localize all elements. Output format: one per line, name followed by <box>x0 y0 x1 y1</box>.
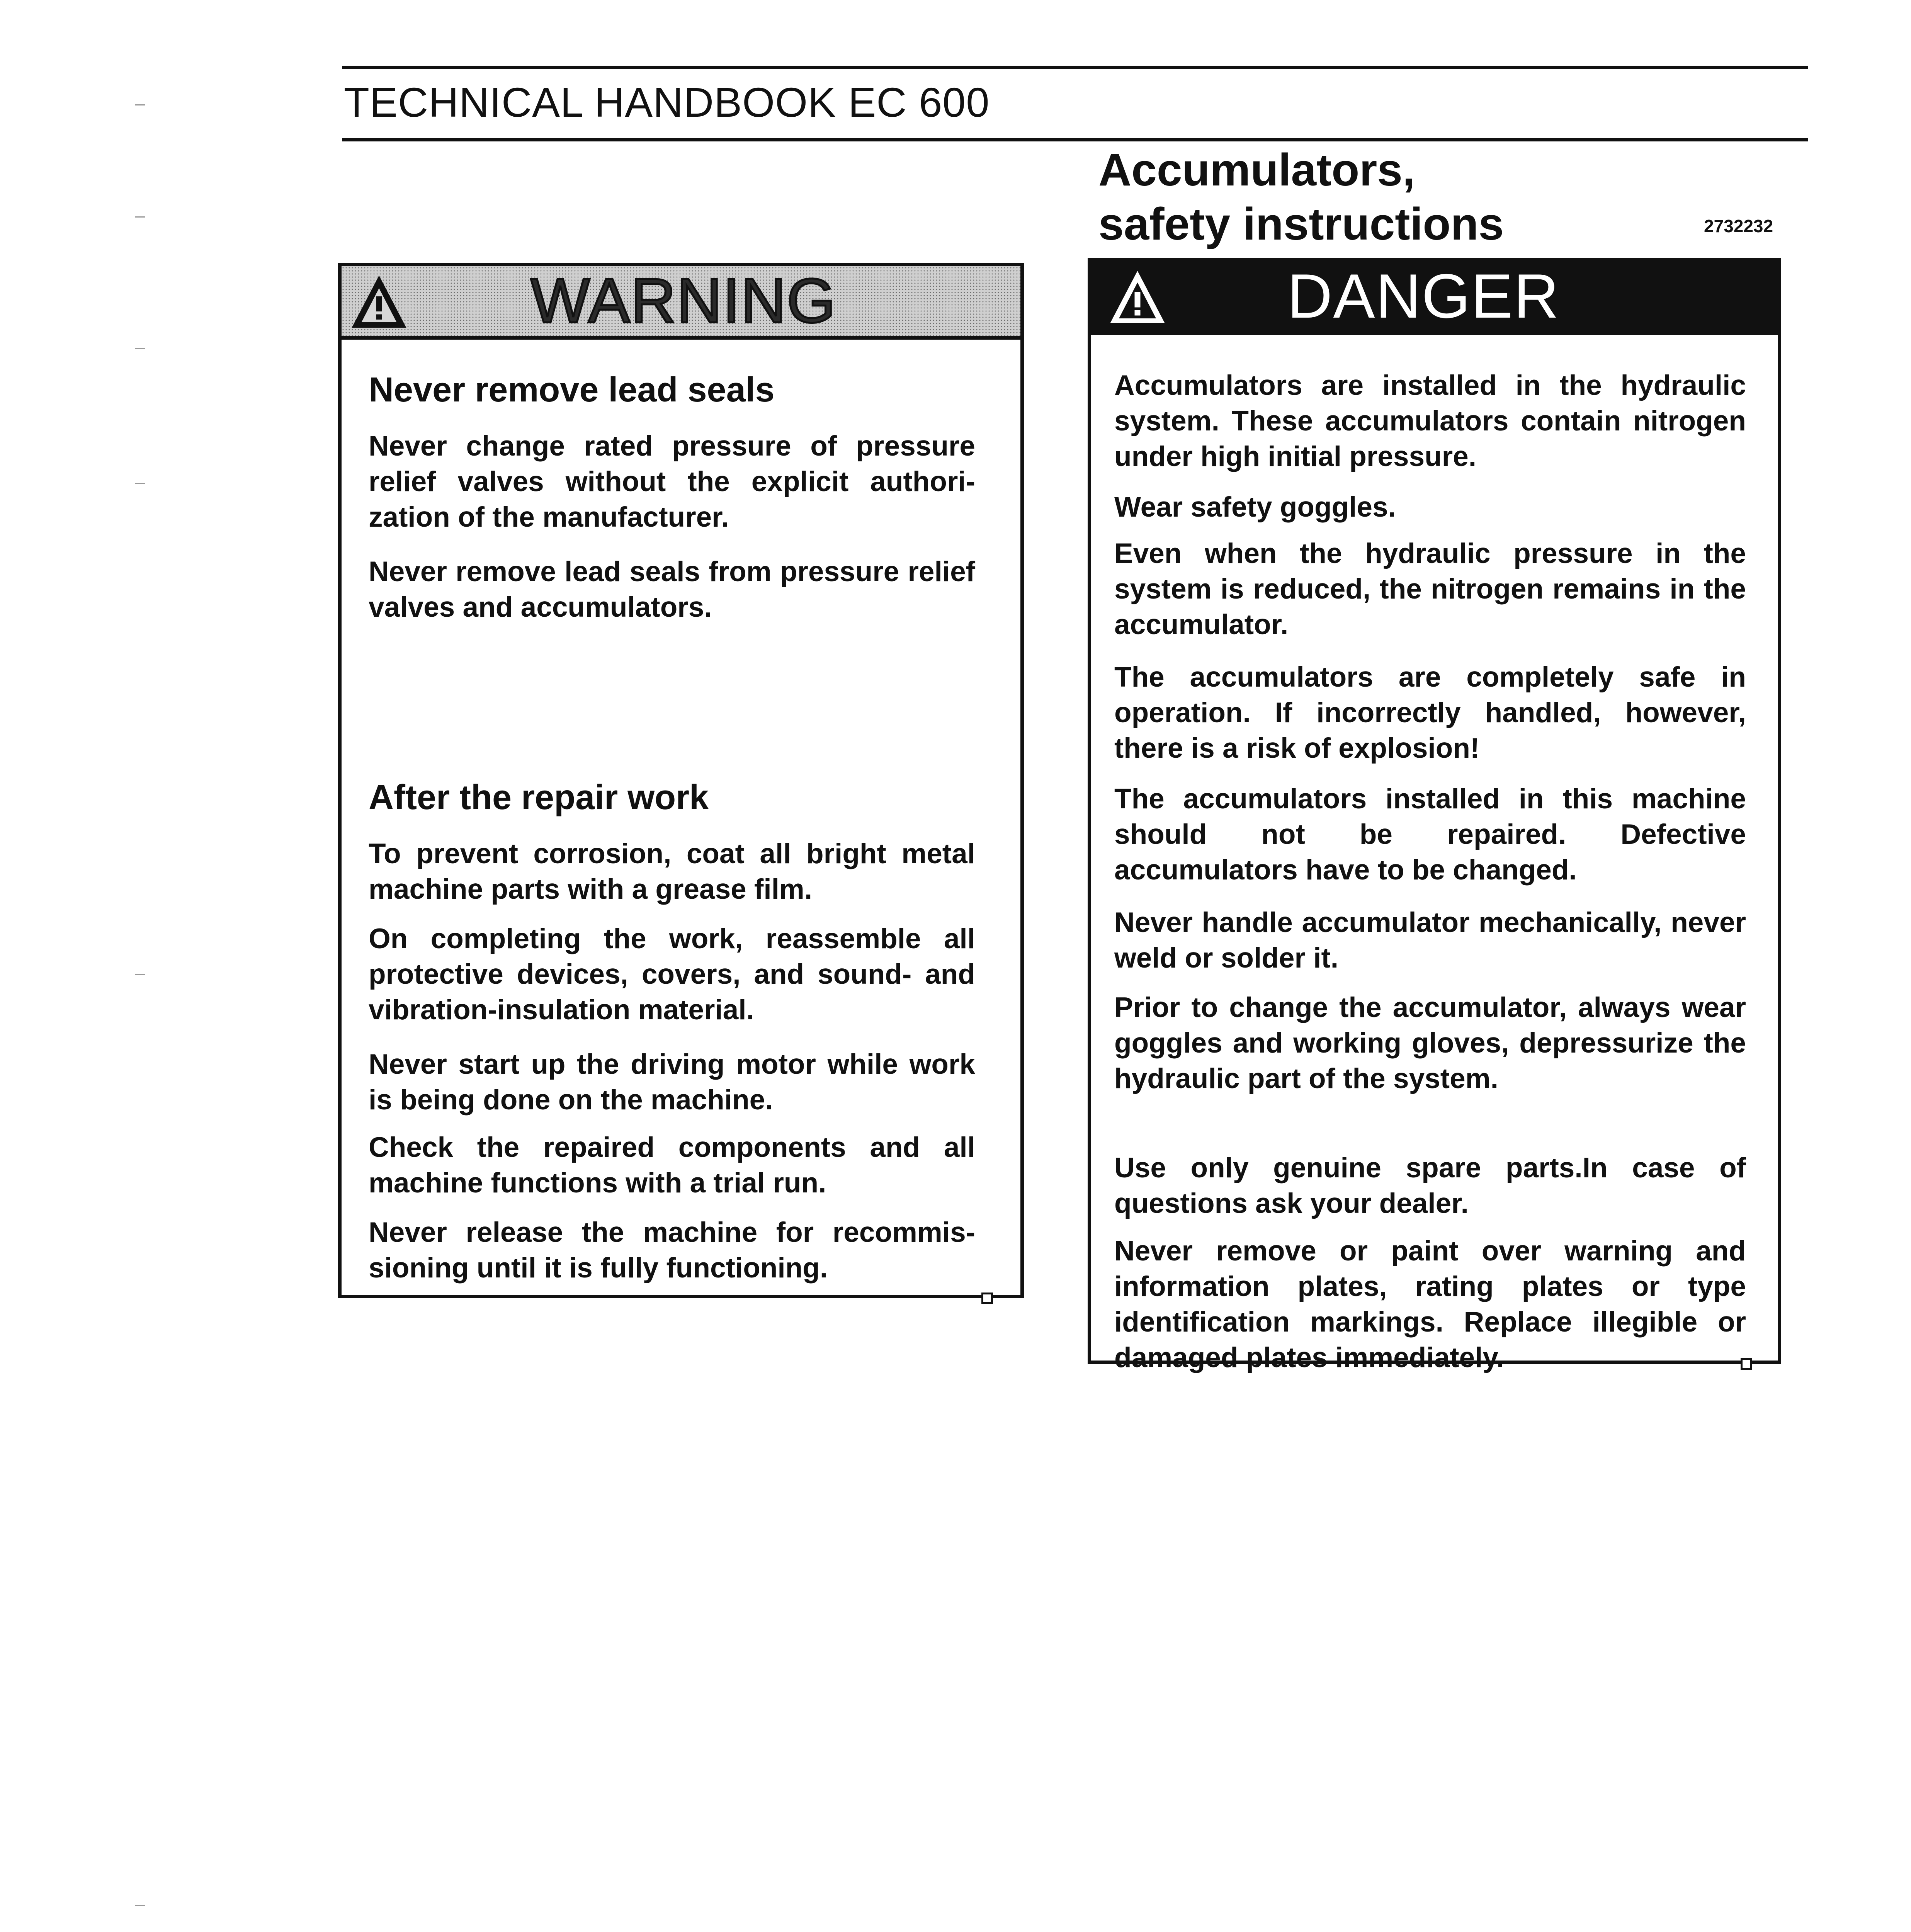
header-top-rule <box>342 66 1808 69</box>
danger-paragraph: The accumulators are completely safe in operation. If incorrectly handled, however, there is a risk of explosion! <box>1114 662 1746 764</box>
scan-artifact <box>135 348 145 349</box>
scan-artifact <box>135 483 145 484</box>
section-title-line-2: safety instructions <box>1098 199 1504 250</box>
warning-label: WARNING <box>530 266 836 336</box>
warning-paragraph: To prevent corrosion, coat all bright metal machine parts with a grease film. <box>369 838 975 905</box>
danger-label: DANGER <box>1287 261 1560 331</box>
warning-paragraph: Never change rated pressure of pressure relief valves without the explicit authorization of the manufacturer. <box>369 430 975 533</box>
warning-triangle-icon <box>1109 269 1166 327</box>
danger-body <box>1091 335 1778 1373</box>
scan-artifact <box>135 104 145 105</box>
section-title-line-1: Accumulators, <box>1098 145 1415 196</box>
warning-paragraph: Never remove lead seals from pressure relief valves and accumulators. <box>369 556 975 623</box>
section-title <box>1098 143 1504 251</box>
danger-paragraph: Wear safety goggles. <box>1114 492 1396 523</box>
warning-header <box>342 266 1020 340</box>
danger-paragraph: The accumulators installed in this machine should not be repaired. Defective accumulators have to be changed. <box>1114 783 1746 886</box>
document-code: 2732232 <box>1704 216 1773 236</box>
handbook-title: TECHNICAL HANDBOOK EC 600 <box>344 79 990 126</box>
warning-paragraph: Check the repaired components and all machine functions with a trial run. <box>369 1132 975 1199</box>
warning-paragraph: Never release the machine for recommissioning until it is fully functioning. <box>369 1217 975 1284</box>
scan-artifact <box>135 1905 145 1906</box>
danger-paragraph: Never handle accumulator mechanically, never weld or solder it. <box>1114 907 1746 974</box>
header-bottom-rule <box>342 138 1808 141</box>
danger-paragraph: Accumulators are installed in the hydraulic system. These accumulators contain nitrogen under high initial pressure. <box>1114 370 1746 472</box>
warning-paragraph: On completing the work, reassemble all protective devices, covers, and sound- and vibration-insulation material. <box>369 923 975 1026</box>
warning-body <box>342 340 1020 1295</box>
warning-subheading-lead-seals: Never remove lead seals <box>369 371 775 409</box>
danger-paragraph: Never remove or paint over warning and information plates, rating plates or type identification markings. Replace illegible or damaged plates immediately. <box>1114 1235 1746 1373</box>
danger-paragraph: Use only genuine spare parts.In case of questions ask your dealer. <box>1114 1152 1746 1219</box>
end-of-section-mark <box>1741 1358 1752 1370</box>
scan-artifact <box>135 974 145 975</box>
danger-box <box>1088 258 1781 1373</box>
warning-subheading-after-repair: After the repair work <box>369 778 709 817</box>
scan-artifact <box>135 216 145 218</box>
danger-header <box>1091 262 1778 335</box>
danger-paragraph: Even when the hydraulic pressure in the system is reduced, the nitrogen remains in the accumulator. <box>1114 538 1746 640</box>
end-of-section-mark <box>981 1293 993 1304</box>
danger-paragraph: Prior to change the accumulator, always wear goggles and working gloves, depressurize the hydraulic part of the system. <box>1114 992 1746 1094</box>
warning-box <box>338 263 1024 1298</box>
warning-paragraph: Never start up the driving motor while work is being done on the machine. <box>369 1049 975 1116</box>
